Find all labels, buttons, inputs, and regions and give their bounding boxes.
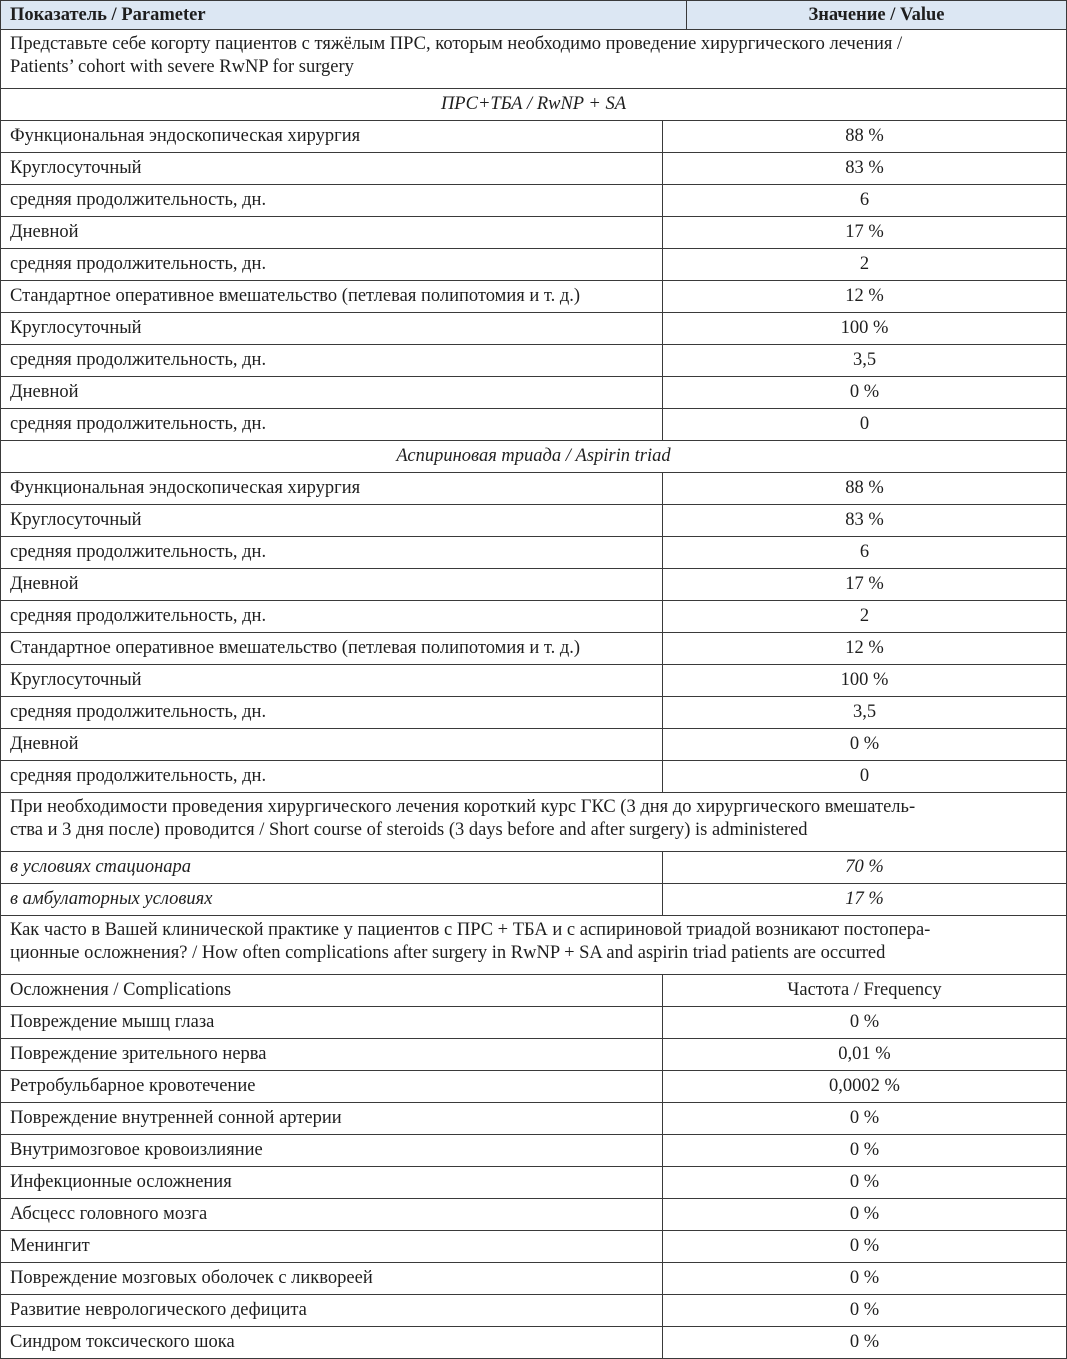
table-row [0,121,1067,153]
table-row [0,569,1067,601]
row-label: Дневной [1,569,663,600]
frequency-col-label: Частота / Frequency [787,980,942,1000]
row-label: Повреждение мышц глаза [1,1007,663,1038]
table-row [0,1103,1067,1135]
complications-text [1,916,939,974]
row-value: 12 % [845,286,884,306]
row-label: Повреждение мозговых оболочек с ликвореей [1,1263,663,1294]
table-row [0,185,1067,217]
row-value: 0,0002 % [829,1076,900,1096]
row-label: средняя продолжительность, дн. [1,185,663,216]
row-label: Стандартное оперативное вмешательство (петлевая полипотомия и т. д.) [1,281,663,312]
row-value: 0 % [849,1012,880,1032]
table-row [0,409,1067,441]
row-label: Повреждение внутренней сонной артерии [1,1103,663,1134]
row-label: средняя продолжительность, дн. [1,601,663,632]
table-row [0,473,1067,505]
row-value: 2 [859,606,870,626]
row-value: 100 % [840,318,889,338]
row-label: Инфекционные осложнения [1,1167,663,1198]
table-row [0,377,1067,409]
row-value: 0 [859,414,870,434]
section-title-aspirin-triad: Аспириновая триада / Aspirin triad [0,441,1067,473]
table-row [0,729,1067,761]
complications-row [0,916,1067,975]
row-label: средняя продолжительность, дн. [1,345,663,376]
table-header [0,0,1067,30]
header-value: Значение / Value [808,4,945,25]
row-value: 0 % [849,1268,880,1288]
row-label: Дневной [1,377,663,408]
row-value: 0 % [849,734,880,754]
table-row [0,1295,1067,1327]
row-label: Менингит [1,1231,663,1262]
table-row [0,505,1067,537]
table-row [0,633,1067,665]
table-row [0,852,1067,884]
steroids-line-1: При необходимости проведения хирургического лечения короткий курс ГКС (3 дня до хирургического вмешатель- [10,797,916,817]
row-label: Абсцесс головного мозга [1,1199,663,1230]
table-row [0,537,1067,569]
row-value: 100 % [840,670,889,690]
row-value: 88 % [845,126,884,146]
table-row [0,1135,1067,1167]
table-row [0,1199,1067,1231]
table-row [0,217,1067,249]
header-parameter: Показатель / Parameter [1,1,687,29]
row-label: Синдром токсического шока [1,1327,663,1358]
steroids-text [1,793,924,851]
section-title-rwnp-sa: ПРС+ТБА / RwNP + SA [0,89,1067,121]
table-row [0,697,1067,729]
steroids-row [0,793,1067,852]
row-label: средняя продолжительность, дн. [1,249,663,280]
row-label: средняя продолжительность, дн. [1,761,663,792]
table-row [0,281,1067,313]
table-row [0,313,1067,345]
table-row [0,761,1067,793]
row-value: 0 % [849,1204,880,1224]
complications-col-label: Осложнения / Complications [1,975,663,1006]
table-row [0,1327,1067,1359]
complications-line-1: Как часто в Вашей клинической практике у пациентов с ПРС + ТБА и с аспириновой триадой возникают постопера- [10,920,931,940]
row-label: Функциональная эндоскопическая хирургия [1,473,663,504]
row-value: 83 % [845,510,884,530]
row-value: 6 [859,190,870,210]
row-value: 17 % [845,574,884,594]
table-row [0,1263,1067,1295]
row-label: Функциональная эндоскопическая хирургия [1,121,663,152]
row-value: 3,5 [852,702,877,722]
row-label: Круглосуточный [1,505,663,536]
row-label: Развитие неврологического дефицита [1,1295,663,1326]
row-label: Внутримозговое кровоизлияние [1,1135,663,1166]
row-value: 0 % [849,1140,880,1160]
row-value: 0 % [849,382,880,402]
row-value: 0 % [849,1172,880,1192]
row-label: в амбулаторных условиях [1,884,663,915]
complications-subheader [0,975,1067,1007]
table-row [0,1167,1067,1199]
row-value: 88 % [845,478,884,498]
table-row [0,601,1067,633]
intro-line-2: Patients’ cohort with severe RwNP for surgery [10,57,354,77]
row-label: Круглосуточный [1,665,663,696]
table-row [0,1007,1067,1039]
table-row [0,1231,1067,1263]
intro-text [1,30,911,88]
table-row [0,665,1067,697]
table-row [0,345,1067,377]
steroids-line-2: ства и 3 дня после) проводится / Short course of steroids (3 days before and after surgery) is administered [10,820,808,840]
row-value: 0 % [849,1332,880,1352]
row-label: в условиях стационара [1,852,663,883]
row-label: Ретробульбарное кровотечение [1,1071,663,1102]
row-value: 70 % [845,857,884,877]
row-label: Повреждение зрительного нерва [1,1039,663,1070]
intro-row [0,30,1067,89]
row-label: Дневной [1,217,663,248]
row-value: 6 [859,542,870,562]
row-label: Круглосуточный [1,153,663,184]
row-label: Стандартное оперативное вмешательство (петлевая полипотомия и т. д.) [1,633,663,664]
row-label: Дневной [1,729,663,760]
table-row [0,884,1067,916]
table-row [0,1039,1067,1071]
row-value: 0 % [849,1108,880,1128]
row-value: 12 % [845,638,884,658]
row-value: 3,5 [852,350,877,370]
table-row [0,249,1067,281]
row-label: средняя продолжительность, дн. [1,697,663,728]
row-value: 0,01 % [838,1044,891,1064]
row-value: 17 % [845,889,884,909]
row-value: 17 % [845,222,884,242]
row-value: 0 % [849,1300,880,1320]
table-row [0,153,1067,185]
row-value: 0 % [849,1236,880,1256]
intro-line-1: Представьте себе когорту пациентов с тяжёлым ПРС, которым необходимо проведение хирургического лечения / [10,34,903,54]
row-value: 2 [859,254,870,274]
row-label: средняя продолжительность, дн. [1,537,663,568]
row-value: 0 [859,766,870,786]
row-label: Круглосуточный [1,313,663,344]
row-label: средняя продолжительность, дн. [1,409,663,440]
complications-line-2: ционные осложнения? / How often complications after surgery in RwNP + SA and aspirin triad patients are occurred [10,943,886,963]
row-value: 83 % [845,158,884,178]
table-row [0,1071,1067,1103]
